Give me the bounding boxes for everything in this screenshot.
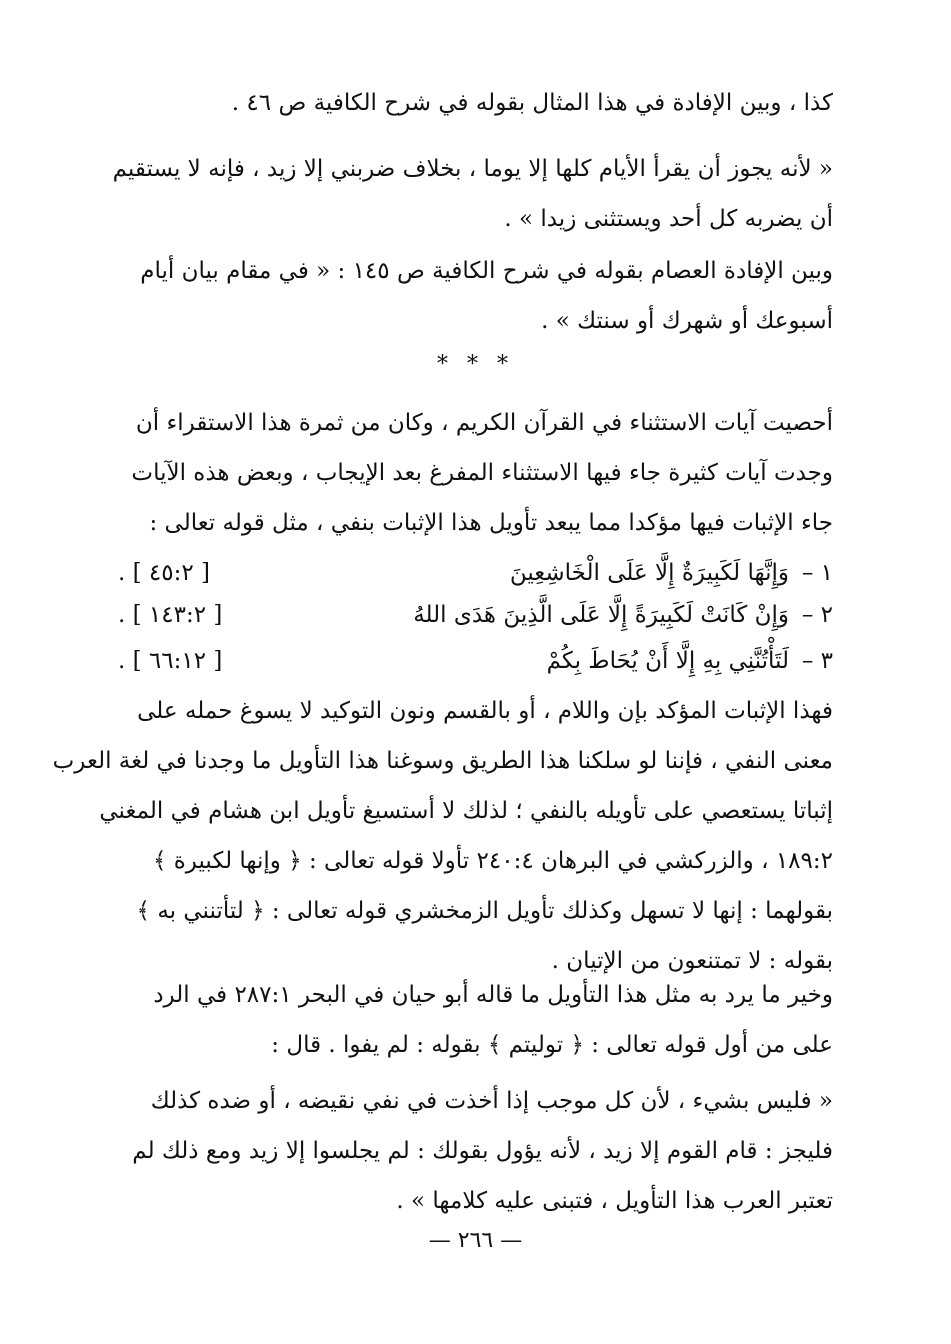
text-line: أسبوعك أو شهرك أو سنتك » . [541,308,833,334]
paragraph-5 [52,686,833,986]
text-line: بقوله : لا تمتنعون من الإتيان . [551,948,833,974]
paragraph-4 [118,398,833,548]
text-line: تعتبر العرب هذا التأويل ، فتبنى عليه كلامها » . [396,1188,833,1214]
paragraph-7-quote [118,1076,833,1226]
text-line: ١٨٩:٢ ، والزركشي في البرهان ٢٤٠:٤ تأولا قوله تعالى : ﴿ وإنها لكبيرة ﴾ [152,848,833,874]
verse-row [118,550,833,596]
paragraph-2-quote [112,144,833,244]
verse-row [118,638,833,684]
paragraph-3 [118,246,833,346]
verse-reference: [ ٤٥:٢ ] . [118,560,211,586]
text-line: وخير ما يرد به مثل هذا التأويل ما قاله أبو حيان في البحر ٢٨٧:١ في الرد [153,982,833,1008]
text-line: معنى النفي ، فإننا لو سلكنا هذا الطريق وسوغنا هذا التأويل ما وجدنا في لغة العرب [52,748,833,774]
text-line: « فليس بشيء ، لأن كل موجب إذا أخذت في نفي نقيضه ، أو ضده كذلك [150,1088,833,1114]
verse-text: وَإِنْ كَانَتْ لَكَبِيرَةً إِلَّا عَلَى الَّذِينَ هَدَى اللهُ [413,602,789,628]
verse-reference: [ ١٤٣:٢ ] . [118,602,223,628]
paragraph-6 [118,970,833,1070]
text-line: كذا ، وبين الإفادة في هذا المثال بقوله في شرح الكافية ص ٤٦ . [231,90,833,116]
text-line: أن يضربه كل أحد ويستثنى زيدا » . [504,206,833,232]
paragraph-1 [118,78,833,128]
text-line: فليجز : قام القوم إلا زيد ، لأنه يؤول بقولك : لم يجلسوا إلا زيد ومع ذلك لم [132,1138,833,1164]
text-line: جاء الإثبات فيها مؤكدا مما يبعد تأويل هذا الإثبات بنفي ، مثل قوله تعالى : [149,510,833,536]
page-number: — ٢٦٦ — [428,1228,523,1253]
verse-text: وَإِنَّهَا لَكَبِيرَةٌ إِلَّا عَلَى الْخَاشِعِينَ [509,560,789,586]
text-line: على من أول قوله تعالى : ﴿ تولیتم ﴾ بقوله : لم يفوا . قال : [271,1032,833,1058]
verse-number: ٢ – [801,602,833,628]
text-line: أحصيت آيات الاستثناء في القرآن الكريم ، وكان من ثمرة هذا الاستقراء أن [135,410,833,436]
section-separator: * * * [437,352,514,377]
verse-text: لَتَأْتُنَّنِي بِهِ إِلَّا أَنْ يُحَاطَ بِكُمْ [546,648,789,674]
verse-number: ٣ – [801,648,833,674]
verse-number: ١ – [801,560,833,586]
verse-reference: [ ٦٦:١٢ ] . [118,648,223,674]
text-line: وجدت آيات كثيرة جاء فيها الاستثناء المفرغ بعد الإيجاب ، وبعض هذه الآيات [131,460,833,486]
text-line: إثباتا يستعصي على تأويله بالنفي ؛ لذلك لا أستسيغ تأويل ابن هشام في المغني [99,798,833,824]
text-line: فهذا الإثبات المؤكد بإن واللام ، أو بالقسم ونون التوكيد لا يسوغ حمله على [137,698,833,724]
text-line: « لأنه يجوز أن يقرأ الأيام كلها إلا يوما ، بخلاف ضربني إلا زيد ، فإنه لا يستقيم [112,156,833,182]
text-line: بقولهما : إنها لا تسهل وكذلك تأويل الزمخشري قوله تعالى : ﴿ لتأتنني به ﴾ [136,898,833,924]
text-line: وبين الإفادة العصام بقوله في شرح الكافية ص ١٤٥ : « في مقام بيان أيام [140,258,833,284]
verse-row [118,592,833,638]
